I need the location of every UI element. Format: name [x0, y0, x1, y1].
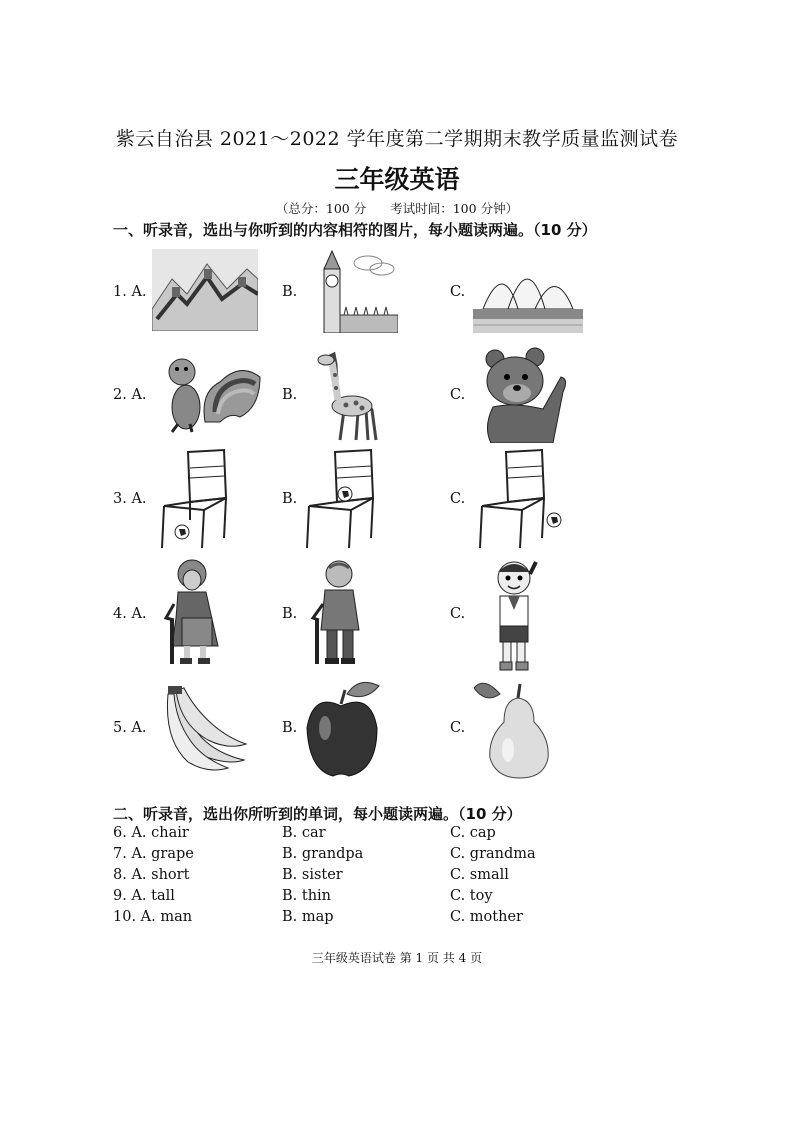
- q10-option-b: B. map: [282, 909, 334, 925]
- q7-option-a: 7. A. grape: [113, 846, 194, 862]
- q8-option-a: 8. A. short: [113, 867, 190, 883]
- big-ben-picture: [320, 249, 398, 333]
- section-1-heading: 一、听录音，选出与你听到的内容相符的图片，每小题读两遍。（10 分）: [113, 221, 597, 239]
- grandma-picture: [158, 558, 224, 666]
- exam-info: [0, 199, 794, 217]
- q4-label-b: B.: [282, 606, 298, 622]
- q8-option-b: B. sister: [282, 867, 343, 883]
- banana-picture: [158, 684, 248, 772]
- q3-label-a: 3. A.: [113, 491, 147, 507]
- bear-picture: [483, 347, 569, 443]
- sydney-opera-house-picture: [473, 249, 583, 333]
- q7-option-c: C. grandma: [450, 846, 536, 862]
- q4-label-c: C.: [450, 606, 466, 622]
- q6-option-b: B. car: [282, 825, 326, 841]
- pear-picture: [474, 678, 550, 780]
- q2-label-b: B.: [282, 387, 298, 403]
- q9-option-b: B. thin: [282, 888, 332, 904]
- section-2-heading: 二、听录音，选出你所听到的单词，每小题读两遍。（10 分）: [113, 805, 522, 823]
- q10-option-c: C. mother: [450, 909, 523, 925]
- q9-option-a: 9. A. tall: [113, 888, 175, 904]
- grandpa-picture: [303, 558, 369, 666]
- q1-label-a: 1. A.: [113, 284, 147, 300]
- q6-option-a: 6. A. chair: [113, 825, 189, 841]
- total-score: （总分：100 分: [275, 201, 367, 216]
- q2-label-a: 2. A.: [113, 387, 147, 403]
- q5-label-c: C.: [450, 720, 466, 736]
- q5-label-b: B.: [282, 720, 298, 736]
- ball-beside-chair-picture: [478, 448, 564, 550]
- exam-subject: 三年级英语: [334, 165, 460, 194]
- great-wall-picture: [152, 249, 258, 331]
- ball-under-chair-picture: [160, 448, 230, 550]
- q3-label-c: C.: [450, 491, 466, 507]
- boy-picture: [490, 554, 538, 672]
- ball-on-chair-picture: [305, 448, 377, 550]
- squirrel-picture: [160, 352, 262, 438]
- q8-option-c: C. small: [450, 867, 509, 883]
- q6-option-c: C. cap: [450, 825, 496, 841]
- q1-label-c: C.: [450, 284, 466, 300]
- q5-label-a: 5. A.: [113, 720, 147, 736]
- q9-option-c: C. toy: [450, 888, 493, 904]
- q4-label-a: 4. A.: [113, 606, 147, 622]
- q10-option-a: 10. A. man: [113, 909, 193, 925]
- apple-picture: [303, 678, 381, 778]
- q1-label-b: B.: [282, 284, 298, 300]
- q7-option-b: B. grandpa: [282, 846, 364, 862]
- giraffe-picture: [306, 350, 382, 442]
- exam-title: 紫云自治县 2021～2022 学年度第二学期期末教学质量监测试卷: [115, 128, 679, 150]
- q2-label-c: C.: [450, 387, 466, 403]
- q3-label-b: B.: [282, 491, 298, 507]
- exam-time: 考试时间：100 分钟）: [390, 201, 519, 216]
- page-footer: 三年级英语试卷 第 1 页 共 4 页: [311, 951, 483, 965]
